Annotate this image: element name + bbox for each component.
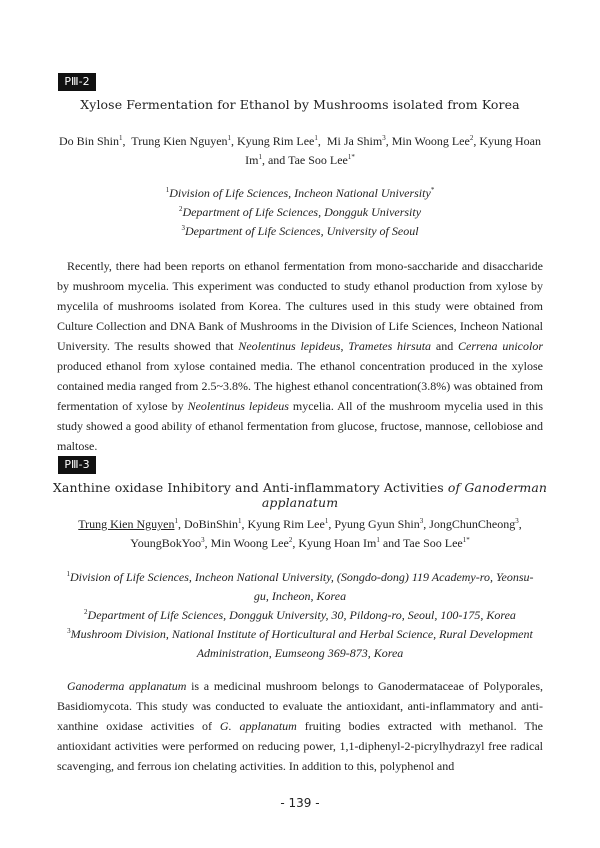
author-and: and (267, 153, 286, 167)
affiliation-number: 1 (66, 570, 70, 578)
author-name: Trung Kien Nguyen (131, 134, 228, 148)
author-affiliation-mark: 3 (201, 536, 205, 544)
species-name: Cerrena unicolor (458, 339, 544, 353)
affiliation (40, 203, 560, 222)
author-name: Kyung Hoan Im (298, 536, 377, 550)
page-number: - 139 - (280, 796, 320, 810)
title-text: Xanthine oxidase Inhibitory and Anti-inflammatory Activities (52, 480, 448, 495)
species-name: Ganoderma applanatum (67, 679, 187, 693)
affiliation-text: Department of Life Sciences, Dongguk University, 30, Pildong-ro, Seoul, 100-175, Korea (87, 608, 516, 622)
body-text: fruiting bodies extracted with methanol. The antioxidant activities were performed on reducing power, 1,1-diphenyl-2-picrylhydrazyl free radical scavenging, and ferrous ion chelating activities. In addition to this, polyphenol and (57, 719, 543, 773)
affiliation (62, 625, 538, 663)
abstract-tag: PⅢ-3 (58, 456, 96, 474)
author-affiliation-mark: 3 (515, 517, 519, 525)
author-affiliation-mark: 3 (419, 517, 424, 525)
author-name: Kyung Hoan Im (245, 134, 542, 167)
author-name: DoBinShin (184, 517, 239, 531)
author-affiliation-mark: 1 (238, 517, 242, 525)
author-affiliation-mark: 2 (288, 536, 293, 544)
species-name: Neolentinus lepideus (238, 339, 341, 353)
author-affiliation-mark: 1 (174, 517, 178, 525)
author-affiliation-mark: 1 (324, 517, 329, 525)
affiliation-number: 2 (84, 608, 88, 616)
abstract-paragraph (57, 256, 543, 456)
author-name: Kyung Rim Lee (237, 134, 315, 148)
body-text: mycelia. All of the mushroom mycelia used in this study showed a good ability of ethanol fermentation from glucose, fructose, mannose, cellobiose and maltose. (57, 399, 543, 453)
author-name: Mi Ja Shim (326, 134, 383, 148)
presenting-author: Trung Kien Nguyen (78, 517, 175, 531)
species-name: Trametes hirsuta (348, 339, 432, 353)
species-name: Neolentinus lepideus (187, 399, 289, 413)
affiliation-text: Department of Life Sciences, Dongguk University (182, 205, 422, 219)
affiliation-list (62, 568, 538, 663)
body-text: is a medicinal mushroom belongs to Ganodermataceae of Polyporales, Basidiomycota. This study was conducted to evaluate the antioxidant, anti-inflammatory and anti-xanthine oxidase activities of (57, 679, 543, 733)
affiliation-number: 3 (181, 224, 185, 232)
title-species: of Ganoderman applanatum (261, 480, 548, 510)
affiliation-text: Department of Life Sciences, University of Seoul (184, 224, 419, 238)
species-name: G. applanatum (219, 719, 297, 733)
abstract-body (57, 676, 543, 776)
author-name: Min Woong Lee (391, 134, 470, 148)
body-text: produced ethanol from xylose contained media. The ethanol concentration produced in the xylose contained media ranged from 2.5~3.8%. The highest ethanol concentration(3.8%) was obtained from fermentation of xylose by (57, 359, 543, 413)
author-and: and (382, 536, 401, 550)
author-affiliation-mark: 1 (314, 134, 318, 142)
author-list: Do Bin Shin$^1$, Trung Kien Nguyen$^1$, Kyung Rim Lee$^1$, Mi Ja Shim$^3$, Min Woong Lee$^2$, Kyung Hoan Im$^1$, and Tae Soo Lee$^{1*}$ (58, 134, 542, 167)
author-name: Pyung Gyun Shin (334, 517, 420, 531)
author-name: Do Bin Shin (58, 134, 119, 148)
body-text: and (431, 339, 458, 353)
affiliation-text: Mushroom Division, National Institute of Horticultural and Herbal Science, Rural Development Administration, Eumseong 369-873, Korea (70, 627, 533, 660)
affiliation-number: 1 (165, 186, 170, 194)
body-text: , (340, 339, 349, 353)
author-name: YoungBokYoo (130, 536, 202, 550)
affiliation (62, 606, 538, 625)
author-name: Tae Soo Lee (402, 536, 463, 550)
author-affiliation-mark: 1 (376, 536, 380, 544)
author-name: Kyung Rim Lee (247, 517, 325, 531)
affiliation-list (40, 184, 560, 241)
affiliation (62, 568, 538, 606)
author-affiliation-mark: 1* (347, 153, 355, 161)
author-affiliation-mark: 1 (227, 134, 232, 142)
author-name: Tae Soo Lee (288, 153, 348, 167)
abstract-title: Xylose Fermentation for Ethanol by Mushrooms isolated from Korea (80, 97, 520, 112)
author-affiliation-mark: 3 (382, 134, 386, 142)
abstract-title (40, 480, 560, 510)
affiliation (40, 184, 560, 203)
abstract-paragraph (57, 676, 543, 776)
body-text: Recently, there had been reports on ethanol fermentation from mono-saccharide and disaccharide by mushroom mycelia. This experiment was conducted to study ethanol production from xylose by mycelila of mushrooms isolated from Korea. The cultures used in this study were obtained from Culture Collection and DNA Bank of Mushrooms in the Division of Life Sciences, Incheon National University. The results showed that (57, 259, 543, 353)
author-list: Trung Kien Nguyen$^1$, DoBinShin$^1$, Kyung Rim Lee$^1$, Pyung Gyun Shin$^3$, JongChunCheong$^3$, YoungBokYoo$^3$, Min Woong Lee$^2$, Kyung Hoan Im$^1$ and Tae Soo Lee$^{1*}$ (78, 517, 522, 550)
affiliation-number: 2 (178, 205, 183, 213)
affiliation (40, 222, 560, 241)
author-affiliation-mark: 1 (258, 153, 262, 161)
author-name: Min Woong Lee (210, 536, 289, 550)
affiliation-text: Division of Life Sciences, Incheon National University, (Songdo-dong) 119 Academy-ro, Yeonsu-gu, Incheon, Korea (69, 570, 534, 603)
author-affiliation-mark: 1* (462, 536, 470, 544)
affiliation-number: 3 (67, 627, 71, 635)
abstract-body (57, 256, 543, 456)
author-name: JongChunCheong (429, 517, 516, 531)
author-affiliation-mark: 1 (119, 134, 123, 142)
author-affiliation-mark: 2 (469, 134, 474, 142)
abstract-tag: PⅢ-2 (58, 73, 96, 91)
affiliation-text: Division of Life Sciences, Incheon National University (169, 186, 431, 200)
affiliation-mark: * (430, 186, 435, 194)
